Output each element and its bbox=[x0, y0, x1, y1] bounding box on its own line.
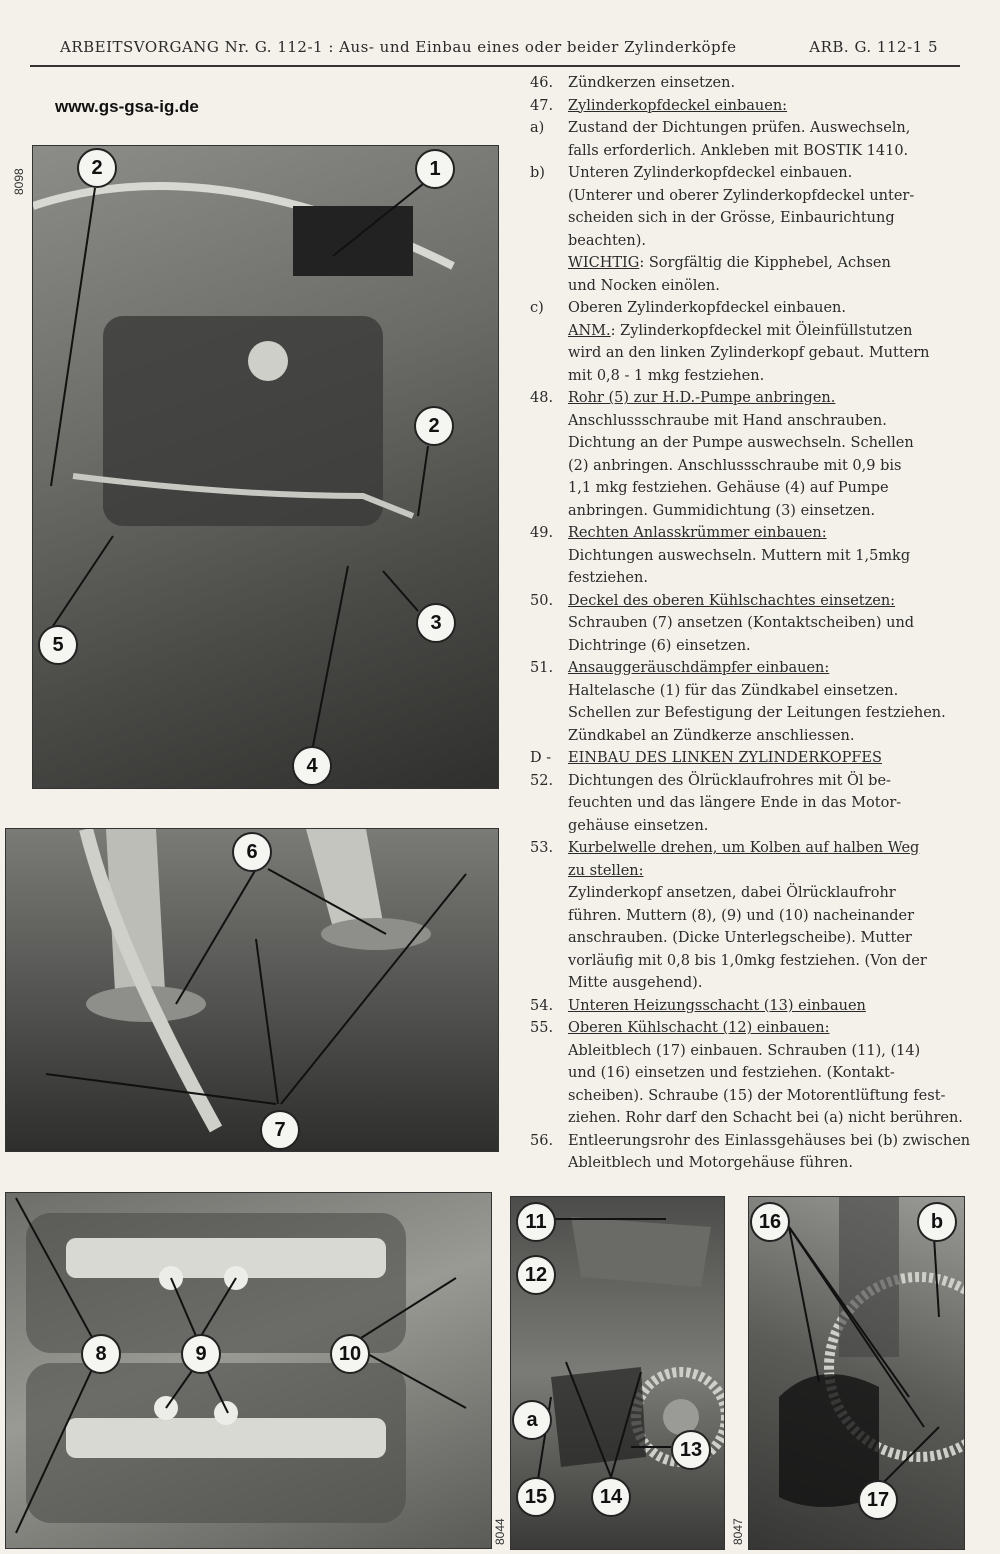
photo-cylinder-head-cover bbox=[32, 145, 499, 789]
callout-2: 2 bbox=[414, 406, 454, 446]
callout-2: 2 bbox=[77, 148, 117, 188]
photo-deflector-plate bbox=[748, 1196, 965, 1550]
photo-code-8047: 8047 bbox=[731, 1518, 745, 1545]
photo-code-8098: 8098 bbox=[12, 168, 26, 195]
callout-4: 4 bbox=[292, 746, 332, 786]
header-rule bbox=[30, 65, 960, 67]
step-47: 47. Zylinderkopfdeckel einbauen: bbox=[530, 97, 788, 114]
callout-7: 7 bbox=[260, 1110, 300, 1150]
callout-9: 9 bbox=[181, 1334, 221, 1374]
photo-2-illustration bbox=[6, 829, 498, 1151]
photo-1-illustration bbox=[33, 146, 498, 788]
callout-8: 8 bbox=[81, 1334, 121, 1374]
photo-heating-duct bbox=[510, 1196, 725, 1550]
step-47a: a) Zustand der Dichtungen prüfen. Auswechseln, falls erforderlich. Ankleben mit BOSTIK 1410. bbox=[530, 120, 911, 159]
page-header bbox=[30, 30, 960, 66]
note-wichtig: WICHTIG: Sorgfältig die Kipphebel, Achsen und Nocken einölen. bbox=[568, 255, 891, 294]
website-link[interactable]: www.gs-gsa-ig.de bbox=[55, 97, 199, 116]
photo-cylinder-head-nuts bbox=[5, 1192, 492, 1549]
callout-a: a bbox=[512, 1400, 552, 1440]
callout-13: 13 bbox=[671, 1430, 711, 1470]
note-anm: ANM.: Zylinderkopfdeckel mit Öleinfüllstutzen wird an den linken Zylinderkopf gebaut. Muttern mit 0,8 - 1 mkg festziehen. bbox=[568, 322, 930, 384]
step-47c: c) Oberen Zylinderkopfdeckel einbauen. bbox=[530, 300, 846, 316]
step-46: 46. Zündkerzen einsetzen. bbox=[530, 75, 736, 91]
callout-6: 6 bbox=[232, 832, 272, 872]
callout-10: 10 bbox=[330, 1334, 370, 1374]
step-55: 55. Oberen Kühlschacht (12) einbauen: Ableitblech (17) einbauen. Schrauben (11), (14) und (16) einsetzen und festziehen. (Kontakt- scheiben). Schraube (15) der Motorentlüftung fest- ziehen. Rohr darf den Schacht bei (a) nicht berühren. bbox=[530, 1020, 963, 1126]
callout-5: 5 bbox=[38, 625, 78, 665]
instruction-text bbox=[530, 72, 980, 1175]
step-49: 49. Rechten Anlasskrümmer einbauen: Dichtungen auswechseln. Muttern mit 1,5mkg festziehen. bbox=[530, 525, 911, 586]
header-title: ARBEITSVORGANG Nr. G. 112-1 : Aus- und Einbau eines oder beider Zylinderköpfe bbox=[60, 38, 737, 56]
callout-17: 17 bbox=[858, 1480, 898, 1520]
step-53: 53. Kurbelwelle drehen, um Kolben auf halben Weg zu stellen: Zylinderkopf ansetzen, dabei Ölrücklaufrohr führen. Muttern (8), (9) und (10) nacheinander anschrauben. (Dicke Unterlegscheibe). Mutter vorläufig mit 0,8 bis 1,0mkg festziehen. (Von der Mitte ausgehend). bbox=[530, 840, 927, 991]
step-50: 50. Deckel des oberen Kühlschachtes einsetzen: Schrauben (7) ansetzen (Kontaktscheiben) und Dichtringe (6) einsetzen. bbox=[530, 592, 915, 654]
callout-3: 3 bbox=[416, 603, 456, 643]
callout-15: 15 bbox=[516, 1477, 556, 1517]
header-page-ref: ARB. G. 112-1 5 bbox=[809, 38, 938, 56]
step-52: 52. Dichtungen des Ölrücklaufrohres mit Öl be- feuchten und das längere Ende in das Motor- gehäuse einsetzen. bbox=[530, 772, 902, 834]
callout-14: 14 bbox=[591, 1477, 631, 1517]
callout-1: 1 bbox=[415, 149, 455, 189]
callout-16: 16 bbox=[750, 1202, 790, 1242]
photo-5-illustration bbox=[749, 1197, 964, 1549]
callout-11: 11 bbox=[516, 1202, 556, 1242]
step-54: 54. Unteren Heizungsschacht (13) einbauen bbox=[530, 997, 866, 1014]
step-47b: b) Unteren Zylinderkopfdeckel einbauen. (Unterer und oberer Zylinderkopfdeckel unter- scheiden sich in der Grösse, Einbaurichtung beachten). bbox=[530, 165, 915, 249]
photo-code-8044: 8044 bbox=[493, 1518, 507, 1545]
callout-12: 12 bbox=[516, 1255, 556, 1295]
step-48: 48. Rohr (5) zur H.D.-Pumpe anbringen. Anschlussschraube mit Hand anschrauben. Dichtung an der Pumpe auswechseln. Schellen (2) anbringen. Anschlussschraube mit 0,9 bis 1,1 mkg festziehen. Gehäuse (4) auf Pumpe anbringen. Gummidichtung (3) einsetzen. bbox=[530, 390, 914, 519]
photo-cooling-duct-cover bbox=[5, 828, 499, 1152]
step-51: 51. Ansauggeräuschdämpfer einbauen: Haltelasche (1) für das Zündkabel einsetzen. Schellen zur Befestigung der Leitungen festziehen. Zündkabel an Zündkerze anschliessen. bbox=[530, 660, 946, 744]
step-56: 56. Entleerungsrohr des Einlassgehäuses bei (b) zwischen Ableitblech und Motorgehäuse führen. bbox=[530, 1132, 971, 1171]
photo-3-illustration bbox=[6, 1193, 491, 1548]
callout-b: b bbox=[917, 1202, 957, 1242]
section-d: D - EINBAU DES LINKEN ZYLINDERKOPFES bbox=[530, 750, 882, 766]
